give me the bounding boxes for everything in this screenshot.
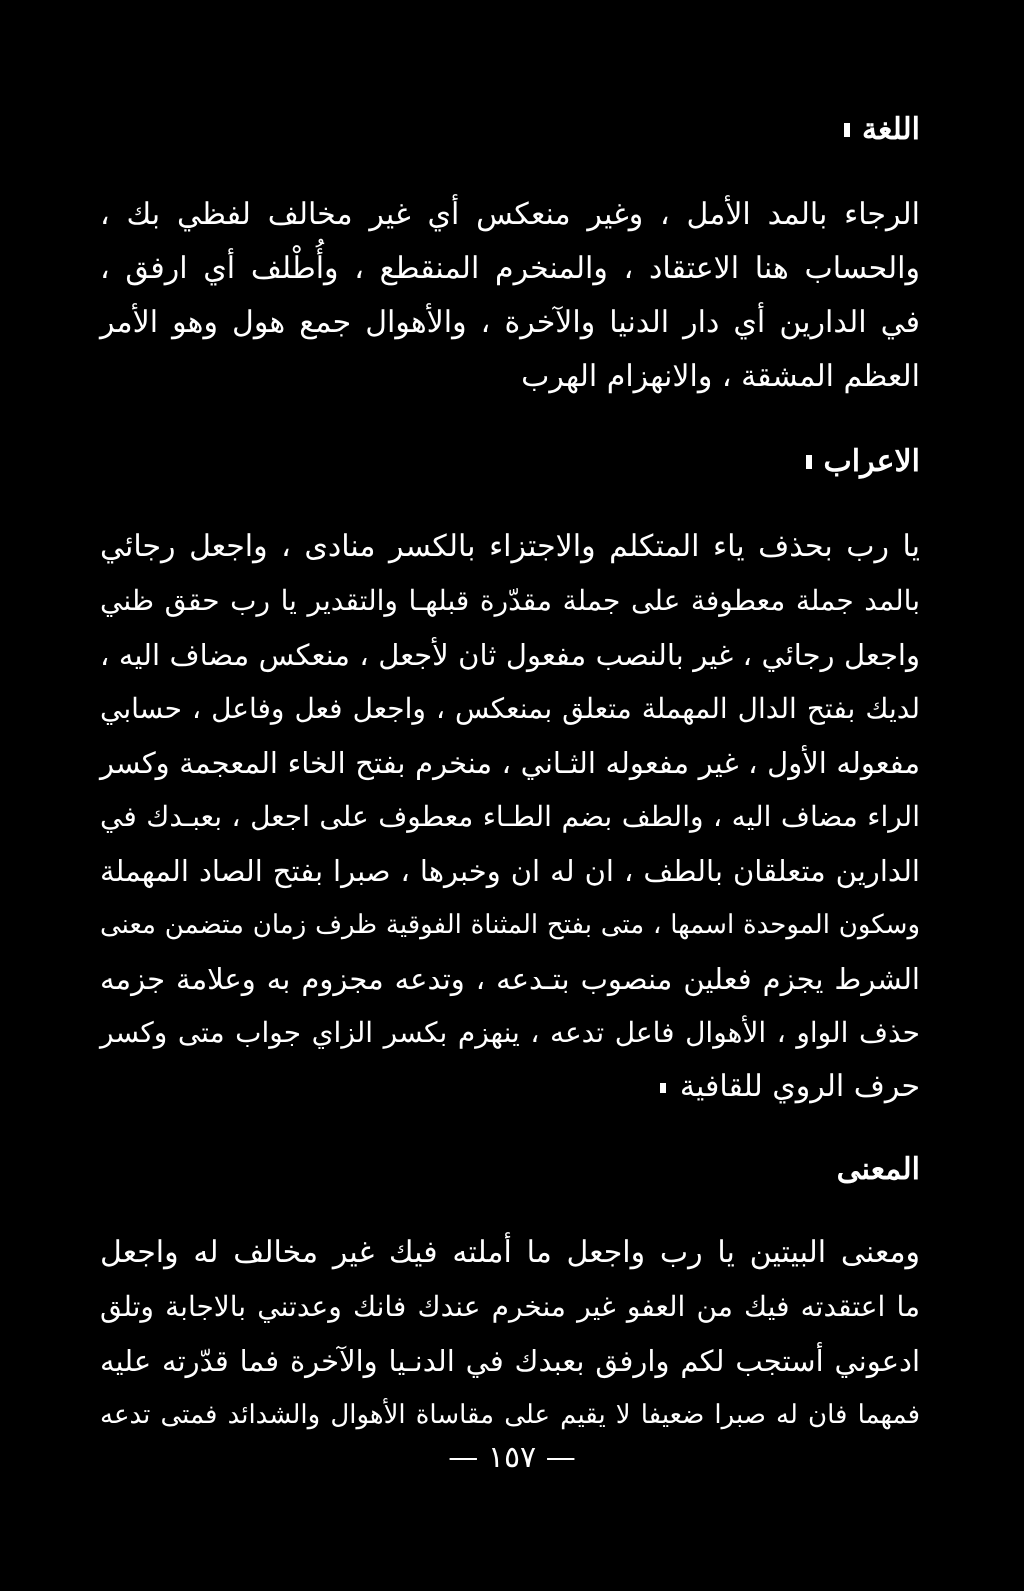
end-marker	[660, 1083, 666, 1093]
section-heading-meaning	[100, 1150, 920, 1190]
section-heading-grammar	[100, 442, 920, 482]
text-line: الرجاء بالمد الأمل ، وغير منعكس أي غير مخالف لفظي بك ،	[100, 197, 920, 232]
text-line: فمهما فان له صبرا ضعيفا لا يقيم على مقاساة الأهوال والشدائد فمتى تدعه	[100, 1400, 920, 1430]
text-line: ومعنى البيتين يا رب واجعل ما أملته فيك غير مخالف له واجعل	[100, 1235, 920, 1270]
text-line: ادعوني أستجب لكم وارفق بعبدك في الدنـيا والآخرة فما قدّرته عليه	[100, 1344, 920, 1378]
heading-marker	[844, 123, 850, 137]
text-line: والحساب هنا الاعتقاد ، والمنخرم المنقطع ، وأُطْلف أي ارفق ،	[100, 251, 920, 286]
section-meaning-body	[100, 1226, 920, 1442]
text-line: مفعوله الأول ، غير مفعوله الثـاني ، منخرم بفتح الخاء المعجمة وكسر	[100, 746, 920, 780]
heading-text: اللغة	[862, 112, 920, 147]
text-line: حرف الروي للقافية	[679, 1069, 920, 1104]
page-number: — ١٥٧ —	[448, 1440, 576, 1475]
text-line: العظم المشقة ، والانهزام الهرب	[521, 359, 920, 394]
heading-text: الاعراب	[823, 444, 920, 479]
heading-text: المعنى	[836, 1152, 920, 1187]
text-line-last	[100, 1060, 920, 1114]
text-line: بالمد جملة معطوفة على جملة مقدّرة قبلهـا والتقدير يا رب حقق ظني	[100, 584, 920, 617]
text-line: لديك بفتح الدال المهملة متعلق بمنعكس ، واجعل فعل وفاعل ، حسابي	[100, 692, 920, 725]
text-line: يا رب بحذف ياء المتكلم والاجتزاء بالكسر منادى ، واجعل رجائي	[100, 529, 920, 564]
text-line: الشرط يجزم فعلين منصوب بتـدعه ، وتدعه مجزوم به وعلامة جزمه	[100, 962, 920, 996]
heading-marker	[806, 455, 812, 469]
page-content	[100, 110, 920, 1442]
text-line: الراء مضاف اليه ، والطف بضم الطـاء معطوف على اجعل ، بعبـدك في	[100, 800, 920, 833]
text-line: وسكون الموحدة اسمها ، متى بفتح المثناة الفوقية ظرف زمان متضمن معنى	[100, 910, 920, 940]
section-heading-language	[100, 110, 920, 150]
section-grammar-body	[100, 520, 920, 1114]
text-line: ما اعتقدته فيك من العفو غير منخرم عندك فانك وعدتني بالاجابة وتلق	[100, 1290, 920, 1323]
text-line: في الدارين أي دار الدنيا والآخرة ، والأهوال جمع هول وهو الأمر	[100, 305, 920, 340]
section-language-body	[100, 188, 920, 404]
text-line: الدارين متعلقان بالطف ، ان له ان وخبرها ، صبرا بفتح الصاد المهملة	[100, 854, 920, 888]
text-line: حذف الواو ، الأهوال فاعل تدعه ، ينهزم بكسر الزاي جواب متى وكسر	[100, 1016, 920, 1049]
text-line: واجعل رجائي ، غير بالنصب مفعول ثان لأجعل ، منعكس مضاف اليه ،	[100, 638, 920, 672]
